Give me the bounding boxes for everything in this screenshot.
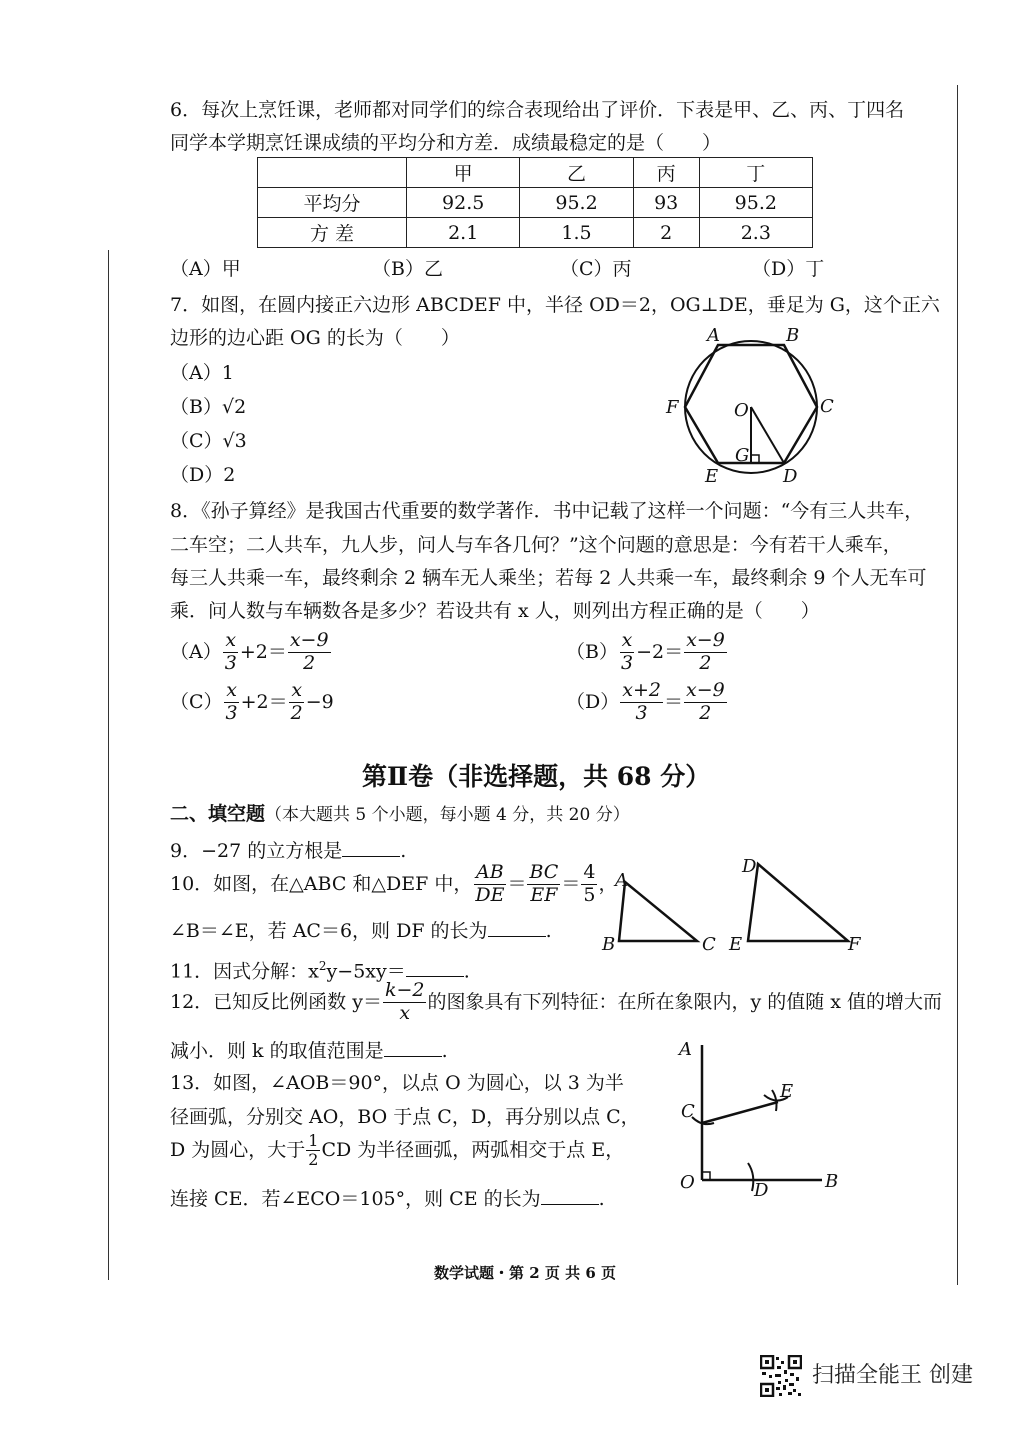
numerator: x−9 bbox=[686, 629, 725, 651]
triangle-def bbox=[748, 864, 848, 941]
q11 bbox=[170, 960, 470, 981]
label-f: F bbox=[848, 934, 861, 955]
q7-option-c[interactable]: （C）√3 bbox=[170, 430, 247, 452]
table-cell: 2.3 bbox=[699, 218, 812, 248]
answer-blank[interactable] bbox=[541, 1204, 599, 1205]
operator: −2＝ bbox=[636, 640, 684, 663]
option-label: （C） bbox=[170, 690, 223, 713]
q6-option-d[interactable]: （D）丁 bbox=[752, 258, 825, 280]
q7-line2: 边形的边心距 OG 的长为（ ） bbox=[170, 327, 460, 349]
arc-at-d bbox=[748, 1163, 753, 1191]
q12-line1 bbox=[170, 980, 942, 1025]
q7-line1: 7．如图，在圆内接正六边形 ABCDEF 中，半径 OD＝2，OG⊥DE，垂足为 G，这个正六 bbox=[170, 294, 940, 316]
table-cell: 95.2 bbox=[520, 188, 633, 218]
label-o: O bbox=[734, 400, 749, 421]
fraction bbox=[223, 630, 239, 675]
table-row bbox=[258, 188, 813, 218]
q6-option-b[interactable]: （B）乙 bbox=[372, 258, 443, 280]
table-cell: 方 差 bbox=[258, 218, 407, 248]
q12-end: . bbox=[441, 1040, 448, 1062]
answer-blank[interactable] bbox=[384, 1056, 442, 1057]
denominator: 2 bbox=[303, 651, 316, 674]
option-label: （B） bbox=[566, 640, 618, 663]
numerator: x+2 bbox=[622, 679, 661, 701]
answer-blank[interactable] bbox=[406, 976, 464, 977]
fraction bbox=[288, 630, 331, 675]
label-g: G bbox=[735, 445, 750, 466]
angle-construction-figure bbox=[672, 1035, 857, 1205]
fraction bbox=[619, 630, 635, 675]
fraction bbox=[620, 680, 663, 725]
score-table bbox=[257, 157, 813, 248]
numerator: 1 bbox=[308, 1131, 319, 1150]
q10-text: ∠B＝∠E，若 AC＝6，则 DF 的长为 bbox=[170, 920, 488, 942]
table-cell: 2.1 bbox=[407, 218, 520, 248]
label-d: D bbox=[754, 1180, 769, 1201]
comma: ， bbox=[598, 872, 618, 895]
operator: +2＝ bbox=[240, 690, 288, 713]
numerator: x bbox=[621, 629, 633, 651]
label-o: O bbox=[680, 1172, 695, 1193]
q8-line4: 乘．问人数与车辆数各是多少？若设共有 x 人，则列出方程正确的是（ ） bbox=[170, 600, 820, 622]
denominator: 2 bbox=[308, 1150, 319, 1170]
label-b: B bbox=[825, 1171, 839, 1192]
q9-end: . bbox=[400, 840, 407, 862]
q12-pre: 12．已知反比例函数 y＝ bbox=[170, 990, 382, 1013]
q8-line3: 每三人共乘一车，最终剩余 2 辆车无人乘坐；若每 2 人共乘一车，最终剩余 9 个人无车可 bbox=[170, 567, 927, 589]
q13-end: . bbox=[598, 1188, 605, 1210]
denominator: x bbox=[399, 1001, 411, 1024]
fraction bbox=[383, 980, 427, 1025]
q8-option-a[interactable] bbox=[170, 630, 332, 675]
q13-line3-post: CD 为半径画弧，两弧相交于点 E， bbox=[321, 1139, 625, 1162]
page-footer: 数学试题・第 2 页 共 6 页 bbox=[434, 1264, 616, 1282]
numerator: k−2 bbox=[384, 979, 425, 1001]
equals-sign: ＝ bbox=[561, 872, 581, 895]
q13-line3-pre: D 为圆心，大于 bbox=[170, 1139, 306, 1162]
numerator: x bbox=[291, 679, 303, 701]
table-cell bbox=[258, 158, 407, 188]
table-cell: 93 bbox=[633, 188, 699, 218]
table-cell: 乙 bbox=[520, 158, 633, 188]
q11-end: . bbox=[463, 960, 470, 983]
q13-text: 连接 CE．若∠ECO＝105°，则 CE 的长为 bbox=[170, 1188, 541, 1210]
q9-text: 9．−27 的立方根是 bbox=[170, 840, 343, 862]
section-note: （本大题共 5 个小题，每小题 4 分，共 20 分） bbox=[265, 805, 630, 825]
denominator: 5 bbox=[583, 883, 596, 906]
label-e: E bbox=[729, 934, 743, 955]
fraction bbox=[684, 680, 727, 725]
watermark-text: 扫描全能王 创建 bbox=[812, 1363, 973, 1388]
triangles-figure bbox=[595, 852, 875, 957]
fraction bbox=[306, 1132, 320, 1170]
q8-line1: 8．《孙子算经》是我国古代重要的数学著作．书中记载了这样一个问题：“今有三人共车， bbox=[170, 500, 924, 522]
part2-title: 第Ⅱ卷（非选择题，共 68 分） bbox=[362, 762, 711, 791]
operator: ＝ bbox=[663, 690, 683, 713]
label-c: C bbox=[702, 934, 716, 955]
q13-line1: 13．如图，∠AOB＝90°，以点 O 为圆心，以 3 为半 bbox=[170, 1072, 624, 1094]
label-a: A bbox=[707, 325, 720, 346]
table-cell: 92.5 bbox=[407, 188, 520, 218]
answer-blank[interactable] bbox=[342, 856, 400, 857]
table-cell: 1.5 bbox=[520, 218, 633, 248]
q13-line2: 径画弧，分别交 AO，BO 于点 C，D，再分别以点 C， bbox=[170, 1106, 640, 1128]
numerator: x bbox=[225, 629, 237, 651]
table-cell: 95.2 bbox=[699, 188, 812, 218]
q10-pre: 10．如图，在△ABC 和△DEF 中， bbox=[170, 872, 473, 895]
equals-sign: ＝ bbox=[507, 872, 527, 895]
label-b: B bbox=[602, 934, 616, 955]
section-title: 二、填空题 bbox=[170, 803, 266, 825]
q10-end: . bbox=[545, 920, 552, 942]
label-a: A bbox=[615, 870, 628, 891]
hexagon-figure bbox=[655, 320, 855, 490]
option-label: （D） bbox=[566, 690, 620, 713]
q7-option-d[interactable]: （D）2 bbox=[170, 464, 236, 486]
q8-option-d[interactable] bbox=[566, 680, 728, 725]
label-d: D bbox=[783, 466, 798, 487]
numerator: AB bbox=[476, 861, 504, 883]
q8-option-b[interactable] bbox=[566, 630, 728, 675]
denominator: 2 bbox=[699, 651, 712, 674]
label-c: C bbox=[681, 1101, 695, 1122]
label-d: D bbox=[742, 856, 757, 877]
q6-option-c[interactable]: （C）丙 bbox=[560, 258, 632, 280]
q9 bbox=[170, 842, 406, 861]
numerator: x bbox=[226, 679, 237, 701]
q6-line2: 同学本学期烹饪课成绩的平均分和方差．成绩最稳定的是（ ） bbox=[170, 132, 722, 154]
option-label: （A） bbox=[170, 640, 222, 663]
answer-blank[interactable] bbox=[488, 936, 546, 937]
q11-pre: 11．因式分解：x bbox=[170, 960, 319, 983]
q10-line1 bbox=[170, 862, 617, 907]
q12-line2 bbox=[170, 1042, 448, 1061]
table-cell: 丙 bbox=[633, 158, 699, 188]
table-cell: 丁 bbox=[699, 158, 812, 188]
denominator: EF bbox=[530, 883, 558, 906]
segment-ce bbox=[702, 1102, 778, 1123]
label-e: E bbox=[705, 466, 719, 487]
section-header bbox=[170, 805, 630, 824]
q7-option-b[interactable]: （B）√2 bbox=[170, 396, 247, 418]
q8-line2: 二车空；二人共车，九人步，问人与车各几何？”这个问题的意思是：今有若干人乘车， bbox=[170, 534, 902, 556]
q12-post: 的图象具有下列特征：在所在象限内，y 的值随 x 值的增大而 bbox=[427, 990, 943, 1013]
fraction bbox=[224, 680, 240, 725]
table-cell: 甲 bbox=[407, 158, 520, 188]
denominator: DE bbox=[475, 883, 505, 906]
denominator: 3 bbox=[224, 651, 237, 674]
fraction bbox=[684, 630, 727, 675]
label-b: B bbox=[786, 325, 800, 346]
numerator: BC bbox=[529, 861, 559, 883]
table-row bbox=[258, 158, 813, 188]
denominator: 3 bbox=[635, 701, 648, 724]
q10-line2 bbox=[170, 922, 552, 941]
table-cell: 2 bbox=[633, 218, 699, 248]
qr-code-icon bbox=[760, 1355, 802, 1397]
q12-text: 减小．则 k 的取值范围是 bbox=[170, 1040, 384, 1062]
fraction bbox=[289, 680, 305, 725]
operator: +2＝ bbox=[239, 640, 287, 663]
label-a: A bbox=[679, 1039, 692, 1060]
q8-option-c[interactable] bbox=[170, 680, 334, 725]
q13-line3 bbox=[170, 1132, 624, 1170]
q6-line1: 6．每次上烹饪课，老师都对同学们的综合表现给出了评价．下表是甲、乙、丙、丁四名 bbox=[170, 99, 905, 121]
numerator: 4 bbox=[583, 861, 596, 883]
table-cell: 平均分 bbox=[258, 188, 407, 218]
q6-option-a[interactable]: （A）甲 bbox=[170, 258, 241, 280]
denominator: 2 bbox=[290, 701, 303, 724]
right-margin-line bbox=[957, 85, 958, 1285]
denominator: 2 bbox=[699, 701, 712, 724]
left-margin-line bbox=[108, 250, 109, 1280]
numerator: x−9 bbox=[289, 629, 329, 651]
q7-option-a[interactable]: （A）1 bbox=[170, 362, 234, 384]
label-e: E bbox=[780, 1081, 794, 1102]
denominator: 3 bbox=[225, 701, 238, 724]
denominator: 3 bbox=[620, 651, 634, 674]
label-f: F bbox=[666, 397, 679, 418]
exponent: 2 bbox=[318, 959, 327, 973]
fraction bbox=[527, 862, 560, 907]
triangle-abc bbox=[619, 882, 697, 941]
fraction bbox=[473, 862, 506, 907]
q11-post: y−5xy＝ bbox=[326, 960, 406, 983]
numerator: x−9 bbox=[685, 679, 725, 701]
q13-line4 bbox=[170, 1190, 605, 1209]
table-row bbox=[258, 218, 813, 248]
label-c: C bbox=[820, 396, 834, 417]
tail: −9 bbox=[305, 690, 334, 713]
